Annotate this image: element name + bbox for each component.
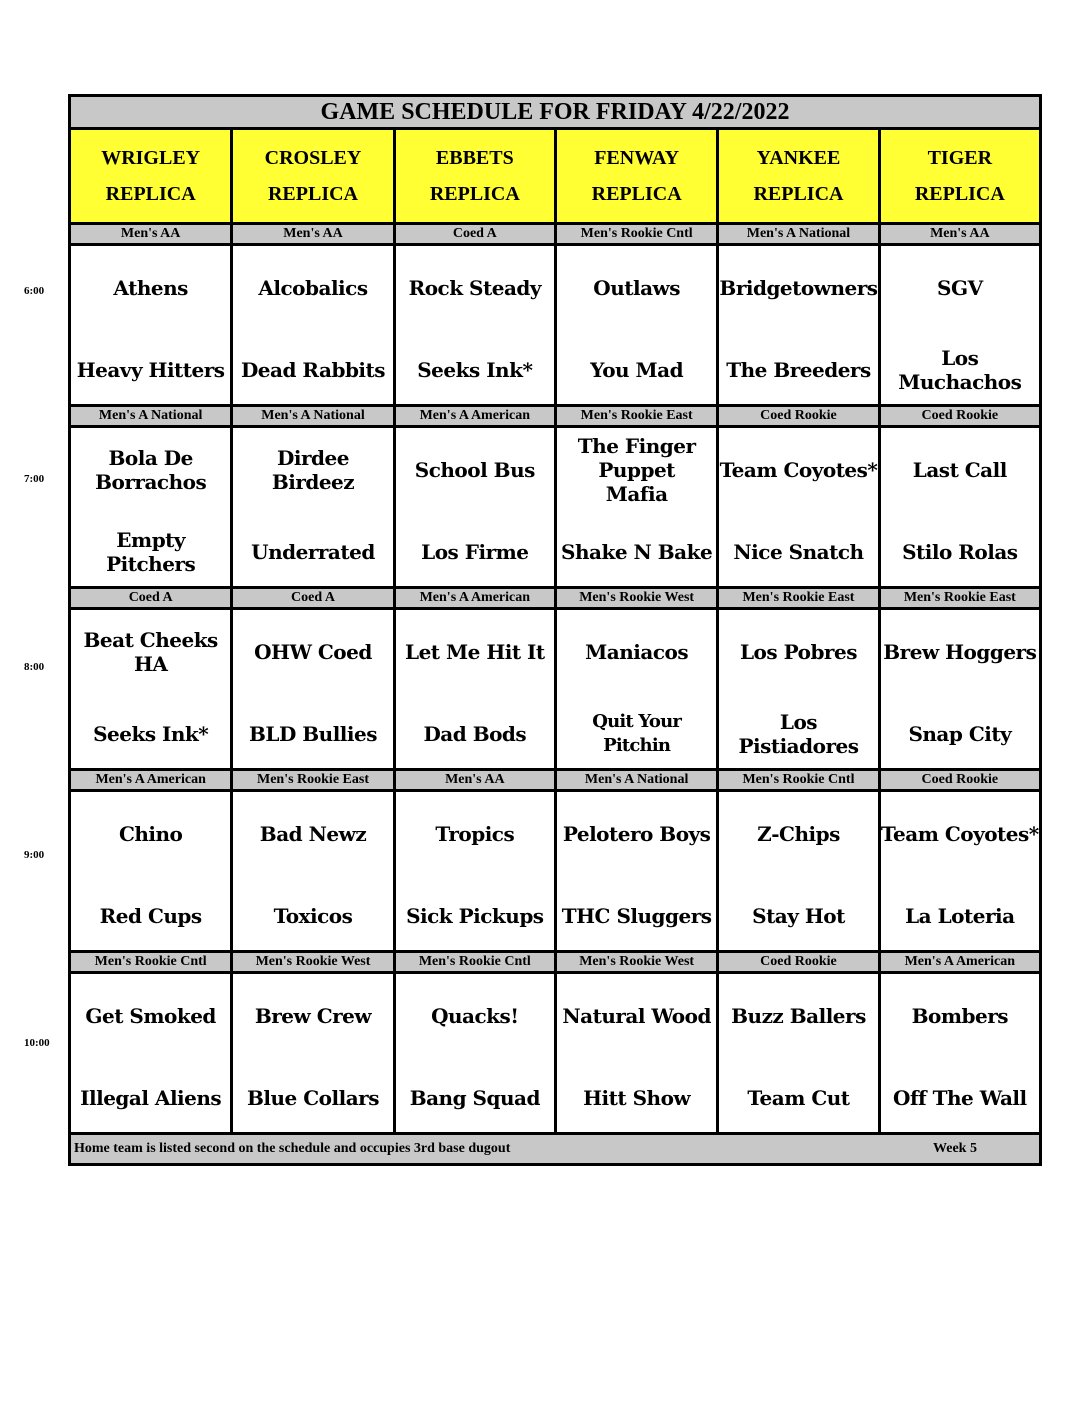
away-team: Quacks! xyxy=(431,1004,519,1028)
game-cell xyxy=(394,973,555,1134)
home-team: Red Cups xyxy=(99,904,202,928)
division-row xyxy=(70,770,1041,791)
game-cell xyxy=(555,973,717,1134)
away-team: Team Coyotes* xyxy=(880,822,1039,846)
game-cell xyxy=(718,973,879,1134)
away-team: The Finger Puppet Mafia xyxy=(577,434,696,506)
time-label-6: 6:00 xyxy=(24,285,45,297)
division-label: Men's A American xyxy=(394,406,555,427)
away-team: Chino xyxy=(118,822,183,846)
home-team: La Loteria xyxy=(905,904,1015,928)
footer xyxy=(70,1134,1041,1165)
away-team: Bad Newz xyxy=(259,822,367,846)
field-name: EBBETS xyxy=(435,147,514,169)
field-header xyxy=(879,129,1040,224)
division-label: Men's A American xyxy=(394,588,555,609)
home-team: Toxicos xyxy=(273,904,353,928)
schedule-table xyxy=(68,94,1042,1166)
game-cell xyxy=(70,609,232,770)
home-team: Stilo Rolas xyxy=(902,540,1018,564)
division-row xyxy=(70,406,1041,427)
division-label: Men's Rookie Cntl xyxy=(70,952,232,973)
game-cell xyxy=(879,245,1040,406)
home-team: Los Muchachos xyxy=(898,346,1022,394)
home-team: Seeks Ink* xyxy=(93,722,209,746)
division-label: Coed A xyxy=(232,588,394,609)
game-cell xyxy=(394,609,555,770)
division-label: Men's A National xyxy=(232,406,394,427)
away-team: Athens xyxy=(113,276,188,300)
time-label-8: 8:00 xyxy=(24,661,45,673)
time-label-10: 10:00 xyxy=(24,1037,50,1049)
home-team: THC Sluggers xyxy=(561,904,712,928)
field-sub: REPLICA xyxy=(591,183,682,205)
away-team: Bombers xyxy=(911,1004,1009,1028)
field-sub: REPLICA xyxy=(753,183,844,205)
home-team: Shake N Bake xyxy=(561,540,713,564)
home-team: The Breeders xyxy=(726,358,871,382)
division-label: Coed Rookie xyxy=(879,770,1040,791)
game-cell xyxy=(232,791,394,952)
game-cell xyxy=(879,973,1040,1134)
home-team: Los Firme xyxy=(421,540,529,564)
away-team: SGV xyxy=(937,276,983,300)
division-label: Men's A American xyxy=(879,952,1040,973)
division-label: Men's Rookie Cntl xyxy=(394,952,555,973)
division-label: Men's Rookie East xyxy=(879,588,1040,609)
game-cell xyxy=(70,427,232,588)
away-team: Maniacos xyxy=(585,640,689,664)
game-cell xyxy=(879,609,1040,770)
division-label: Coed Rookie xyxy=(879,406,1040,427)
game-cell xyxy=(394,427,555,588)
division-label: Coed A xyxy=(394,224,555,245)
division-row xyxy=(70,588,1041,609)
home-team: Off The Wall xyxy=(893,1086,1027,1110)
game-cell xyxy=(718,609,879,770)
field-sub: REPLICA xyxy=(105,183,196,205)
away-team: Z-Chips xyxy=(757,822,840,846)
game-cell xyxy=(555,791,717,952)
game-cell xyxy=(555,609,717,770)
game-row xyxy=(70,245,1041,406)
field-sub: REPLICA xyxy=(429,183,520,205)
game-cell xyxy=(394,791,555,952)
field-header-row xyxy=(70,129,1041,224)
division-row xyxy=(70,224,1041,245)
game-row xyxy=(70,427,1041,588)
away-team: Outlaws xyxy=(593,276,681,300)
away-team: Natural Wood xyxy=(562,1004,711,1028)
division-label: Men's A National xyxy=(718,224,879,245)
away-team: Let Me Hit It xyxy=(405,640,545,664)
away-team: Last Call xyxy=(912,458,1007,482)
game-cell xyxy=(232,973,394,1134)
field-header xyxy=(555,129,717,224)
game-row xyxy=(70,609,1041,770)
home-team: Heavy Hitters xyxy=(76,358,225,382)
game-cell xyxy=(718,791,879,952)
home-team: BLD Bullies xyxy=(248,722,377,746)
away-team: OHW Coed xyxy=(254,640,372,664)
field-sub: REPLICA xyxy=(267,183,358,205)
field-header xyxy=(70,129,232,224)
away-team: Alcobalics xyxy=(258,276,368,300)
away-team: Tropics xyxy=(435,822,515,846)
game-cell xyxy=(879,791,1040,952)
home-team: You Mad xyxy=(590,358,684,382)
home-team: Team Cut xyxy=(747,1086,850,1110)
home-team: Los Pistiadores xyxy=(738,710,859,758)
game-cell xyxy=(879,427,1040,588)
week-label: Week 5 xyxy=(933,1141,977,1156)
home-team: Seeks Ink* xyxy=(417,358,533,382)
division-label: Men's A American xyxy=(70,770,232,791)
home-team: Underrated xyxy=(251,540,375,564)
field-header xyxy=(232,129,394,224)
game-cell xyxy=(232,609,394,770)
game-cell xyxy=(70,791,232,952)
game-cell xyxy=(70,973,232,1134)
home-team: Illegal Aliens xyxy=(80,1086,222,1110)
division-label: Coed Rookie xyxy=(718,952,879,973)
game-cell xyxy=(555,427,717,588)
schedule-title: GAME SCHEDULE FOR FRIDAY 4/22/2022 xyxy=(70,96,1041,129)
away-team: Pelotero Boys xyxy=(562,822,711,846)
home-team: Snap City xyxy=(908,722,1012,746)
home-team: Dead Rabbits xyxy=(240,358,386,382)
home-team: Dad Bods xyxy=(423,722,527,746)
away-team: Beat Cheeks HA xyxy=(83,628,218,676)
division-label: Men's AA xyxy=(394,770,555,791)
home-team: Bang Squad xyxy=(409,1086,540,1110)
field-name: WRIGLEY xyxy=(101,147,201,169)
game-cell xyxy=(232,427,394,588)
game-cell xyxy=(394,245,555,406)
game-cell xyxy=(70,245,232,406)
home-team: Blue Collars xyxy=(247,1086,379,1110)
home-team: Empty Pitchers xyxy=(106,528,196,576)
away-team: Brew Hoggers xyxy=(883,640,1037,664)
home-team: Nice Snatch xyxy=(733,540,864,564)
field-name: FENWAY xyxy=(594,147,680,169)
game-row xyxy=(70,973,1041,1134)
division-label: Men's Rookie East xyxy=(232,770,394,791)
game-cell xyxy=(718,427,879,588)
division-label: Men's Rookie Cntl xyxy=(555,224,717,245)
field-name: YANKEE xyxy=(756,147,841,169)
footer-row xyxy=(70,1134,1041,1165)
away-team: Bridgetowners xyxy=(719,276,878,300)
field-name: TIGER xyxy=(927,147,993,169)
home-team: Quit Your Pitchin xyxy=(592,711,682,756)
home-team: Hitt Show xyxy=(583,1086,691,1110)
away-team: School Bus xyxy=(414,458,535,482)
division-label: Men's Rookie East xyxy=(555,406,717,427)
away-team: Los Pobres xyxy=(739,640,857,664)
division-label: Coed Rookie xyxy=(718,406,879,427)
division-label: Men's Rookie West xyxy=(555,588,717,609)
game-cell xyxy=(718,245,879,406)
game-row xyxy=(70,791,1041,952)
division-label: Men's Rookie West xyxy=(555,952,717,973)
game-cell xyxy=(232,245,394,406)
division-label: Men's A National xyxy=(555,770,717,791)
division-label: Men's Rookie Cntl xyxy=(718,770,879,791)
division-label: Men's A National xyxy=(70,406,232,427)
field-name: CROSLEY xyxy=(264,147,362,169)
field-sub: REPLICA xyxy=(914,183,1005,205)
division-label: Men's Rookie West xyxy=(232,952,394,973)
away-team: Rock Steady xyxy=(408,276,542,300)
division-label: Men's AA xyxy=(70,224,232,245)
away-team: Brew Crew xyxy=(254,1004,372,1028)
away-team: Get Smoked xyxy=(85,1004,216,1028)
home-team: Stay Hot xyxy=(752,904,845,928)
away-team: Bola De Borrachos xyxy=(95,446,207,494)
time-label-9: 9:00 xyxy=(24,849,45,861)
home-team: Sick Pickups xyxy=(406,904,544,928)
away-team: Buzz Ballers xyxy=(731,1004,866,1028)
field-header xyxy=(394,129,555,224)
time-label-7: 7:00 xyxy=(24,473,45,485)
game-cell xyxy=(555,245,717,406)
division-label: Coed A xyxy=(70,588,232,609)
field-header xyxy=(718,129,879,224)
division-label: Men's Rookie East xyxy=(718,588,879,609)
division-label: Men's AA xyxy=(232,224,394,245)
away-team: Team Coyotes* xyxy=(719,458,878,482)
home-team-note: Home team is listed second on the schedule and occupies 3rd base dugout xyxy=(74,1141,511,1156)
away-team: Dirdee Birdeez xyxy=(271,446,355,494)
division-label: Men's AA xyxy=(879,224,1040,245)
division-row xyxy=(70,952,1041,973)
